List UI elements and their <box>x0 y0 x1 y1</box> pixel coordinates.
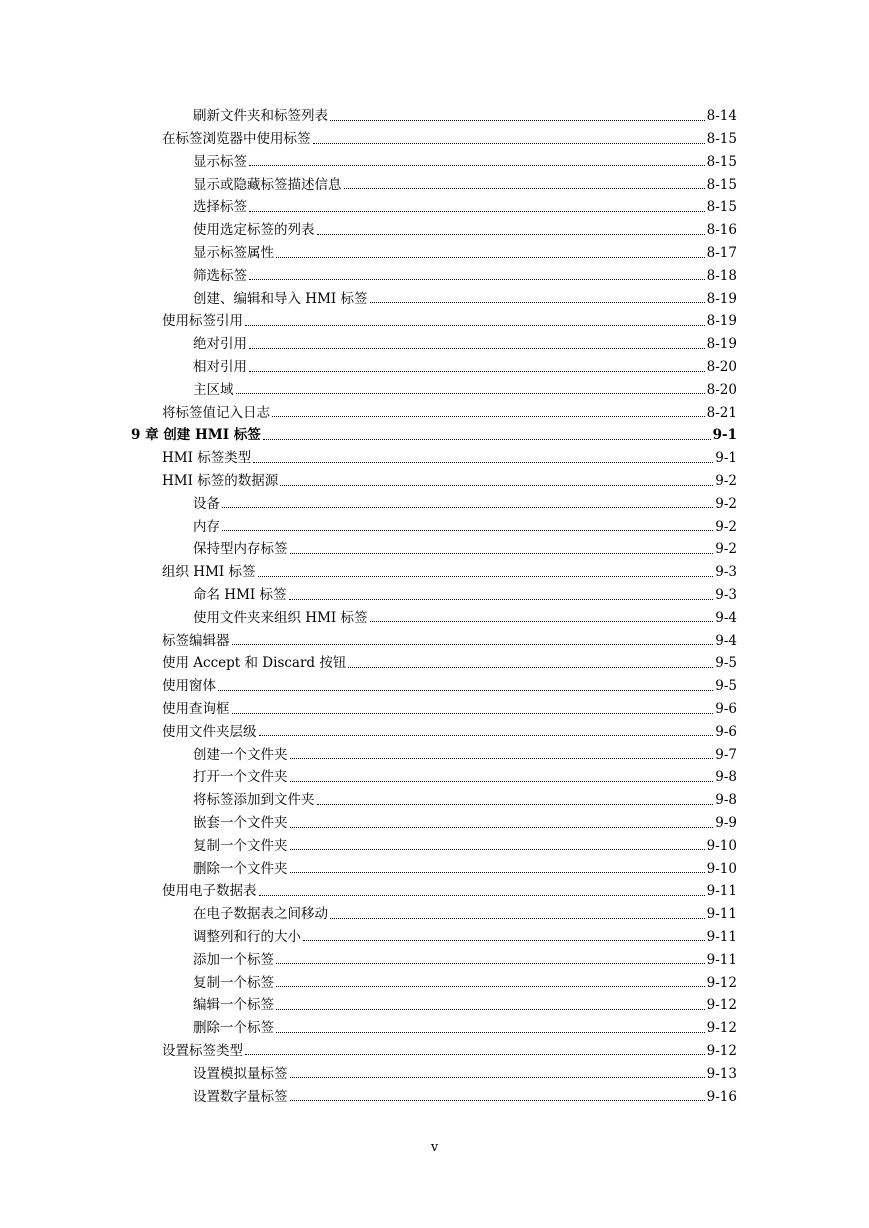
dot-leader <box>289 598 714 600</box>
dot-leader <box>249 278 705 280</box>
toc-entry-title: 创建、编辑和导入 HMI 标签 <box>193 290 368 307</box>
dot-leader <box>276 985 705 987</box>
dot-leader <box>236 392 705 394</box>
toc-entry[interactable] <box>0 378 737 401</box>
dot-leader <box>317 233 705 235</box>
toc-entry[interactable] <box>0 697 737 720</box>
toc-entry-page: 9-16 <box>706 1088 737 1105</box>
toc-entry[interactable] <box>0 856 737 879</box>
toc-entry-title: 选择标签 <box>193 199 247 216</box>
toc-entry[interactable] <box>0 788 737 811</box>
toc-entry-page: 8-19 <box>706 313 737 330</box>
dot-leader <box>259 894 705 896</box>
toc-entry[interactable] <box>0 720 737 743</box>
toc-entry-page: 9-11 <box>706 928 737 945</box>
toc-entry-title: 设置标签类型 <box>162 1042 243 1059</box>
toc-entry-page: 8-21 <box>706 404 737 421</box>
dot-leader <box>232 643 714 645</box>
toc-entry[interactable] <box>0 742 737 765</box>
toc-entry-page: 9-11 <box>706 883 737 900</box>
toc-entry-page: 9-6 <box>715 701 737 718</box>
toc-entry-page: 9-4 <box>715 609 737 626</box>
toc-entry[interactable] <box>0 765 737 788</box>
toc-entry[interactable] <box>0 834 737 857</box>
toc-entry-title: 嵌套一个文件夹 <box>193 815 288 831</box>
toc-entry[interactable] <box>0 469 737 492</box>
toc-entry[interactable] <box>0 811 737 834</box>
dot-leader <box>370 620 714 622</box>
toc-entry[interactable] <box>0 286 737 309</box>
toc-entry-page: 9-4 <box>715 632 737 649</box>
toc-entry-page: 9-6 <box>715 723 737 740</box>
toc-entry-title: 保持型内存标签 <box>193 541 288 558</box>
dot-leader <box>344 187 705 189</box>
toc-entry[interactable] <box>0 674 737 697</box>
toc-entry-title: 使用 Accept 和 Discard 按钮 <box>162 655 347 672</box>
dot-leader <box>313 142 705 144</box>
toc-entry-page: 8-19 <box>706 336 737 353</box>
toc-entry[interactable] <box>0 218 737 241</box>
toc-entry-page: 8-17 <box>706 245 737 262</box>
toc-entry[interactable] <box>0 332 737 355</box>
dot-leader <box>249 347 705 349</box>
toc-entry-page: 8-20 <box>706 359 737 376</box>
toc-entry[interactable] <box>0 537 737 560</box>
toc-entry-page: 9-5 <box>715 655 737 672</box>
dot-leader <box>276 256 705 258</box>
toc-entry[interactable] <box>0 309 737 332</box>
dot-leader <box>280 484 713 486</box>
toc-entry-title: 将标签值记入日志 <box>162 404 270 421</box>
toc-entry-title: 设置数字量标签 <box>193 1088 288 1105</box>
toc-entry-title: 在标签浏览器中使用标签 <box>162 131 311 148</box>
toc-entry-page: 8-15 <box>706 199 737 216</box>
toc-entry-title: 使用查询框 <box>162 701 230 718</box>
toc-entry-page: 9-12 <box>706 974 737 991</box>
toc-entry-title: 调整列和行的大小 <box>193 928 301 945</box>
toc-entry-page: 9-8 <box>715 769 737 786</box>
toc-entry-title: 使用选定标签的列表 <box>193 222 315 239</box>
toc-entry-page: 8-15 <box>706 131 737 148</box>
toc-entry-title: 组织 HMI 标签 <box>162 564 256 581</box>
toc-entry-page: 8-20 <box>706 381 737 398</box>
toc-entry-title: 删除一个文件夹 <box>193 860 288 877</box>
toc-entry-title: 刷新文件夹和标签列表 <box>193 108 328 125</box>
toc-entry-page: 8-14 <box>706 108 737 125</box>
toc-entry[interactable] <box>0 1039 737 1062</box>
toc-entry[interactable] <box>0 127 737 150</box>
toc-entry-title: 删除一个标签 <box>193 1020 274 1037</box>
dot-leader <box>303 939 705 941</box>
dot-leader <box>276 962 705 964</box>
toc-entry[interactable] <box>0 172 737 195</box>
table-of-contents <box>0 104 869 1107</box>
toc-entry-title: 使用电子数据表 <box>162 883 257 900</box>
toc-entry-title: 显示标签 <box>193 153 247 170</box>
toc-entry[interactable] <box>0 264 737 287</box>
toc-entry-page: 9-2 <box>715 541 737 558</box>
toc-entry-title: 命名 HMI 标签 <box>193 587 287 604</box>
dot-leader <box>249 370 705 372</box>
toc-entry[interactable] <box>0 446 737 469</box>
dot-leader <box>290 552 714 554</box>
dot-leader <box>218 689 713 691</box>
toc-entry-page: 9-12 <box>706 1042 737 1059</box>
toc-entry-title: HMI 标签的数据源 <box>162 473 279 490</box>
toc-entry[interactable] <box>0 902 737 925</box>
toc-entry-page: 9-3 <box>715 587 737 604</box>
toc-entry-page: 8-15 <box>706 153 737 170</box>
toc-entry-page: 8-18 <box>706 267 737 284</box>
toc-entry[interactable] <box>0 492 737 515</box>
toc-entry-title: 使用窗体 <box>162 678 216 695</box>
toc-entry-title: 筛选标签 <box>193 267 247 284</box>
dot-leader <box>245 324 705 326</box>
toc-entry-page: 9-1 <box>715 450 737 467</box>
toc-entry-page: 8-15 <box>706 176 737 193</box>
toc-entry-title: 创建一个文件夹 <box>193 746 288 763</box>
dot-leader <box>249 164 705 166</box>
toc-entry-page: 9-2 <box>715 518 737 535</box>
dot-leader <box>290 1099 705 1101</box>
toc-entry[interactable] <box>0 651 737 674</box>
dot-leader <box>258 575 714 577</box>
toc-entry-title: 编辑一个标签 <box>193 997 274 1014</box>
toc-entry-title: 添加一个标签 <box>193 951 274 968</box>
toc-entry-title: 显示或隐藏标签描述信息 <box>193 176 342 193</box>
toc-entry-title: 使用文件夹层级 <box>162 723 257 740</box>
toc-entry[interactable] <box>0 150 737 173</box>
toc-entry-page: 8-16 <box>706 222 737 239</box>
page-number: v <box>430 1140 439 1155</box>
toc-entry[interactable] <box>0 195 737 218</box>
dot-leader <box>222 529 713 531</box>
dot-leader <box>259 734 714 736</box>
toc-entry-page: 8-19 <box>706 290 737 307</box>
toc-entry-title: 主区域 <box>193 381 234 398</box>
toc-entry-title: 设置模拟量标签 <box>193 1065 288 1082</box>
dot-leader <box>317 803 714 805</box>
toc-entry-title: 复制一个文件夹 <box>193 837 288 854</box>
toc-entry[interactable] <box>0 1061 737 1084</box>
toc-entry-title: 9 章 创建 HMI 标签 <box>131 427 261 444</box>
toc-entry-title: 将标签添加到文件夹 <box>193 792 315 809</box>
toc-entry[interactable] <box>0 355 737 378</box>
toc-entry-page: 9-12 <box>706 1020 737 1037</box>
toc-entry[interactable] <box>0 1016 737 1039</box>
toc-entry-title: 内存 <box>193 518 220 535</box>
toc-entry[interactable] <box>0 879 737 902</box>
toc-entry-page: 9-2 <box>715 495 737 512</box>
toc-entry[interactable] <box>0 606 737 629</box>
dot-leader <box>276 1031 705 1033</box>
toc-entry-page: 9-13 <box>706 1065 737 1082</box>
toc-entry[interactable] <box>0 514 737 537</box>
dot-leader <box>290 780 714 782</box>
dot-leader <box>330 917 705 919</box>
toc-entry-page: 9-10 <box>706 860 737 877</box>
dot-leader <box>249 210 705 212</box>
dot-leader <box>348 666 713 668</box>
dot-leader <box>330 119 705 121</box>
toc-entry[interactable] <box>0 628 737 651</box>
dot-leader <box>290 848 705 850</box>
toc-entry-page: 9-8 <box>715 792 737 809</box>
dot-leader <box>290 826 714 828</box>
dot-leader <box>276 1008 705 1010</box>
toc-entry-title: 使用标签引用 <box>162 313 243 330</box>
toc-entry-title: 使用文件夹来组织 HMI 标签 <box>193 609 368 626</box>
toc-entry-page: 9-12 <box>706 997 737 1014</box>
dot-leader <box>253 461 713 463</box>
toc-entry-page: 9-10 <box>706 837 737 854</box>
toc-entry-title: 打开一个文件夹 <box>193 769 288 786</box>
toc-entry[interactable] <box>0 104 737 127</box>
toc-entry[interactable] <box>0 560 737 583</box>
toc-entry[interactable] <box>0 400 737 423</box>
toc-entry-title: HMI 标签类型 <box>162 450 252 467</box>
dot-leader <box>245 1053 705 1055</box>
toc-entry-page: 9-11 <box>706 951 737 968</box>
dot-leader <box>290 757 714 759</box>
toc-entry[interactable] <box>0 423 737 446</box>
dot-leader <box>272 415 705 417</box>
toc-entry-page: 9-11 <box>706 906 737 923</box>
toc-entry[interactable] <box>0 947 737 970</box>
toc-entry-title: 设备 <box>193 495 220 512</box>
dot-leader <box>222 506 713 508</box>
toc-entry[interactable] <box>0 925 737 948</box>
toc-entry[interactable] <box>0 583 737 606</box>
toc-entry[interactable] <box>0 970 737 993</box>
dot-leader <box>232 712 714 714</box>
toc-entry-page: 9-7 <box>715 746 737 763</box>
toc-entry-title: 标签编辑器 <box>162 632 230 649</box>
toc-entry[interactable] <box>0 241 737 264</box>
toc-entry-title: 在电子数据表之间移动 <box>193 906 328 923</box>
dot-leader <box>370 301 705 303</box>
toc-entry[interactable] <box>0 1084 737 1107</box>
toc-entry[interactable] <box>0 993 737 1016</box>
toc-entry-title: 相对引用 <box>193 359 247 376</box>
toc-entry-page: 9-3 <box>715 564 737 581</box>
toc-entry-title: 显示标签属性 <box>193 245 274 262</box>
toc-entry-title: 绝对引用 <box>193 336 247 353</box>
dot-leader <box>263 438 711 440</box>
toc-entry-page: 9-1 <box>712 427 737 444</box>
toc-entry-title: 复制一个标签 <box>193 974 274 991</box>
toc-entry-page: 9-2 <box>715 473 737 490</box>
toc-entry-page: 9-5 <box>715 678 737 695</box>
toc-entry-page: 9-9 <box>715 815 737 831</box>
dot-leader <box>290 1076 705 1078</box>
dot-leader <box>290 871 705 873</box>
